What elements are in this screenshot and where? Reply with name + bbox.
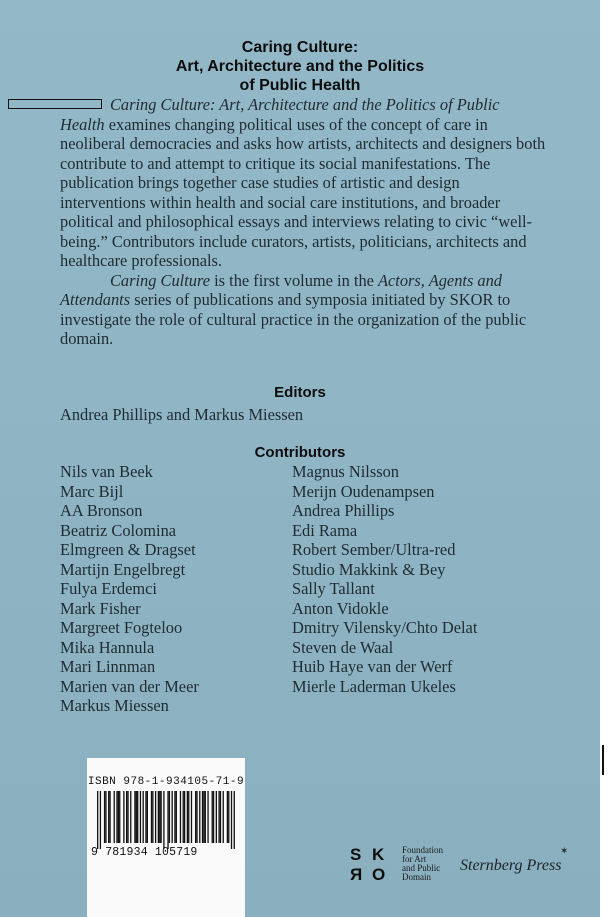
contributor-name: Elmgreen & Dragset xyxy=(60,540,196,559)
barcode-bar xyxy=(187,791,188,843)
contributor-name: Marc Bijl xyxy=(60,481,124,501)
barcode-bar xyxy=(155,791,156,843)
barcode-bar xyxy=(109,791,110,843)
contributor-name: Steven de Waal xyxy=(292,637,394,657)
contributor-name: Mari Linnman xyxy=(60,657,156,676)
barcode-bar xyxy=(172,791,173,843)
foundation-text xyxy=(402,846,443,882)
description-text-2b: series of publications and symposia initiated by SKOR to investigate the role of cultural practice in the organization of the public domain. xyxy=(60,290,527,348)
barcode-bar xyxy=(134,791,135,843)
barcode-bar xyxy=(137,791,138,843)
barcode-bar xyxy=(167,791,168,849)
contributor-name: Andrea Phillips xyxy=(292,501,395,520)
barcode-bar xyxy=(119,791,120,843)
description xyxy=(60,95,546,349)
editors-heading: Editors xyxy=(274,384,326,401)
barcode-bar xyxy=(104,791,105,843)
barcode-bar xyxy=(220,791,221,843)
contributor-name: Mark Fisher xyxy=(60,598,141,618)
barcode-bar xyxy=(100,791,101,849)
barcode-bar xyxy=(136,791,137,843)
barcode-bar xyxy=(169,791,170,843)
barcode-bar xyxy=(159,791,160,843)
barcode-bar xyxy=(143,791,144,843)
barcode-digits: 9 781934 105719 xyxy=(91,846,198,859)
contributor-name: Robert Sember/Ultra-red xyxy=(292,540,456,559)
foundation-line: and Public xyxy=(402,863,441,873)
barcode-bar xyxy=(218,791,219,843)
isbn-label: ISBN 978-1-934105-71-9 xyxy=(87,776,245,788)
barcode-bar xyxy=(227,791,228,843)
description-text-1: examines changing political uses of the concept of care in neoliberal democracies and asks how artists, architects and designers both contribute to and attempt to critique its social manifestations. The publication brings together case studies of artistic and design interventions within health and social care institutions, and broader political and philosophical essays and interviews relating to civic “well-being.” Contributors include curators, artists, politicians, architects and healthcare professionals. xyxy=(60,114,546,270)
barcode-bar xyxy=(195,791,196,843)
contributor-name: Edi Rama xyxy=(292,520,358,540)
barcode-bar xyxy=(199,791,200,843)
contributor-name: Huib Haye van der Werf xyxy=(292,657,453,676)
barcode-bar xyxy=(205,791,206,843)
contributors-heading: Contributors xyxy=(254,444,346,461)
contributor-name: Merijn Oudenampsen xyxy=(292,481,435,501)
barcode-bar xyxy=(223,791,224,843)
barcode-bar xyxy=(145,791,146,843)
barcode-bar xyxy=(188,791,189,843)
barcode-bar xyxy=(207,791,208,843)
barcode-bar xyxy=(126,791,127,843)
contributor-name: Dmitry Vilensky/Chto Delat xyxy=(292,618,478,637)
title-line-2: Art, Architecture and the Politics xyxy=(175,58,425,75)
barcode-bar xyxy=(212,791,213,843)
contributors-left-column xyxy=(60,462,199,716)
foundation-line: Foundation xyxy=(402,845,444,855)
barcode-bar xyxy=(202,791,203,843)
contributor-name: Fulya Erdemci xyxy=(60,579,157,598)
editors-names: Andrea Phillips and Markus Miessen xyxy=(60,405,304,424)
series-title-italic-1: Caring Culture xyxy=(110,270,211,290)
contributor-name: Margreet Fogteloo xyxy=(60,618,183,637)
description-paragraph-2 xyxy=(60,271,546,349)
barcode-bar xyxy=(176,791,177,843)
title-line-1: Caring Culture: xyxy=(241,39,359,56)
barcode-bar xyxy=(234,791,235,849)
foundation-line: for Art xyxy=(402,854,427,864)
contributor-name: Mika Hannula xyxy=(60,637,155,657)
barcode-bar xyxy=(191,791,192,843)
barcode-bar xyxy=(108,791,109,843)
skor-letter-k: K xyxy=(372,845,385,864)
contributor-name: Markus Miessen xyxy=(60,696,169,715)
barcode-bar xyxy=(196,791,197,843)
barcode-bar xyxy=(152,791,153,843)
contributor-name: Mierle Laderman Ukeles xyxy=(292,676,456,696)
contributors-right-column xyxy=(292,462,477,696)
barcode-bar xyxy=(151,791,152,843)
contributor-name: Magnus Nilsson xyxy=(292,462,400,481)
skor-letter-r: R xyxy=(350,865,363,884)
barcode-bar xyxy=(97,791,98,849)
skor-logo xyxy=(350,845,395,885)
barcode-bar xyxy=(105,791,106,843)
book-title-italic: Caring Culture: Art, Architecture and the Politics of Public Health xyxy=(60,95,500,134)
barcode-bar xyxy=(123,791,124,843)
barcode-bar xyxy=(228,791,229,843)
series-title-italic-2: Actors, Agents and Attendants xyxy=(60,270,503,309)
sternberg-press-logo: Sternberg Press xyxy=(460,857,562,874)
barcode-bar xyxy=(174,791,175,843)
barcode-bar xyxy=(203,791,204,843)
contributor-name: Beatriz Colomina xyxy=(60,520,177,540)
contributor-name: AA Bronson xyxy=(60,501,143,520)
book-title xyxy=(100,38,500,95)
title-line-3: of Public Health xyxy=(239,77,361,94)
skor-letter-o: O xyxy=(372,865,386,884)
foundation-line: Domain xyxy=(402,872,431,882)
barcode-bar xyxy=(160,791,161,843)
barcode-bar xyxy=(183,791,184,843)
contributor-name: Anton Vidokle xyxy=(292,598,389,618)
barcode-bar xyxy=(147,791,148,843)
barcode-bar xyxy=(127,791,128,843)
star-icon: ✶ xyxy=(560,846,569,857)
barcode-bar xyxy=(130,791,131,843)
edge-mark xyxy=(602,745,604,775)
barcode-bar xyxy=(158,791,159,843)
contributor-name: Nils van Beek xyxy=(60,462,153,481)
description-paragraph-1 xyxy=(60,95,546,271)
page-edge xyxy=(600,0,610,917)
contributor-name: Sally Tallant xyxy=(292,579,375,598)
barcode-bar xyxy=(140,791,141,843)
barcode-bar xyxy=(116,791,117,843)
barcode-bar xyxy=(216,791,217,843)
skor-letter-s: S xyxy=(350,845,362,864)
barcode-bar xyxy=(180,791,181,843)
contributor-name: Marien van der Meer xyxy=(60,676,199,696)
barcode-bar xyxy=(184,791,185,843)
barcode-bars xyxy=(97,791,235,849)
barcode-bar xyxy=(213,791,214,843)
contributor-name: Martijn Engelbregt xyxy=(60,559,186,579)
barcode-bar xyxy=(163,791,164,849)
barcode-panel xyxy=(87,758,245,917)
contributor-name: Studio Makkink & Bey xyxy=(292,559,446,579)
description-text-2a: is the first volume in the xyxy=(210,270,379,290)
barcode-bar xyxy=(118,791,119,843)
barcode-bar xyxy=(114,791,115,843)
barcode-bar xyxy=(231,791,232,849)
